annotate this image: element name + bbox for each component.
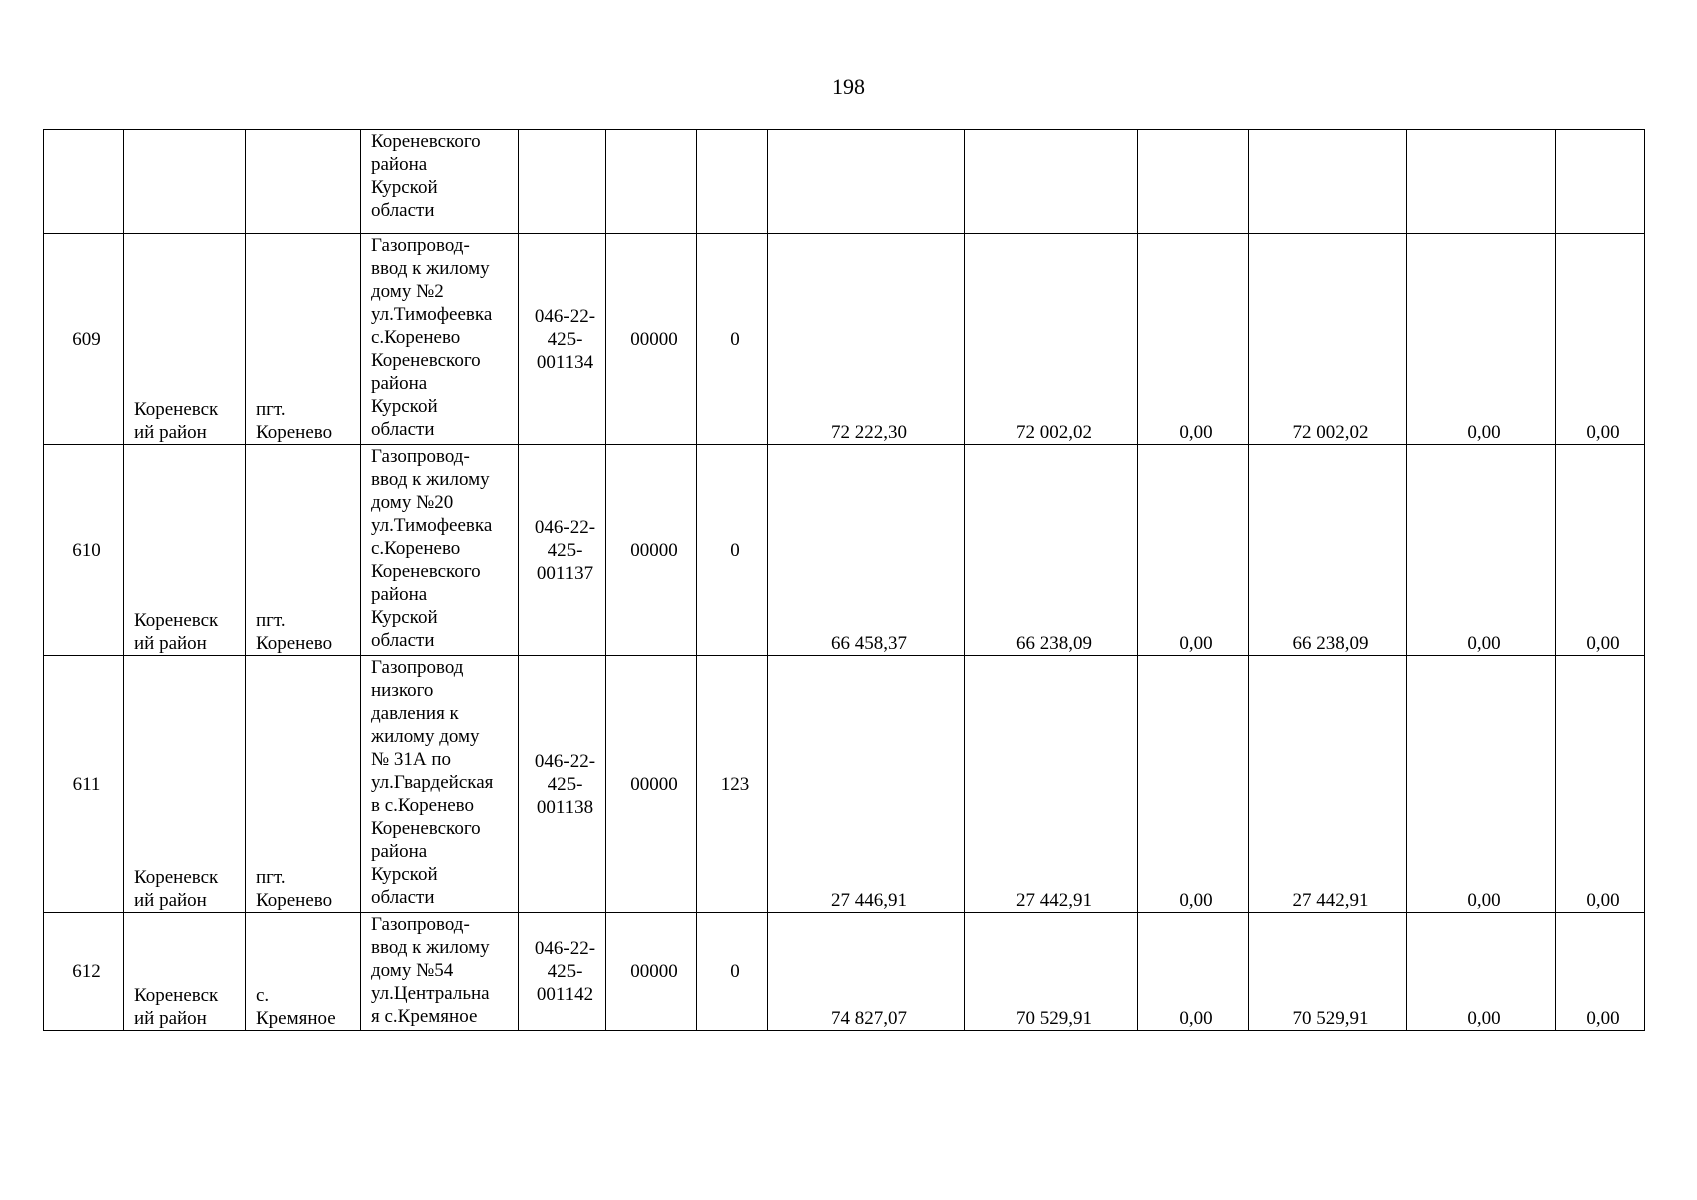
cell-amount-1: 72 222,30 (768, 234, 965, 445)
cell-num: 612 (44, 913, 124, 1031)
cell-district: Кореневск ий район (124, 656, 246, 913)
cell-length: 0 (697, 445, 768, 656)
cell-code: 00000 (606, 234, 697, 445)
cell-amount-2: 27 442,91 (965, 656, 1138, 913)
cell-amount-6: 0,00 (1556, 234, 1645, 445)
cell-amount-1: 66 458,37 (768, 445, 965, 656)
cell-code: 00000 (606, 656, 697, 913)
cell-amount-6 (1556, 130, 1645, 234)
cell-description: Газопровод- ввод к жилому дому №2 ул.Тимофеевка с.Коренево Кореневского района Курской области (361, 234, 519, 445)
cell-amount-4: 72 002,02 (1249, 234, 1407, 445)
cell-length: 123 (697, 656, 768, 913)
cell-description: Газопровод- ввод к жилому дому №54 ул.Центральна я с.Кремяное (361, 913, 519, 1031)
table-row (44, 234, 1645, 445)
cell-amount-2: 72 002,02 (965, 234, 1138, 445)
cell-district: Кореневск ий район (124, 445, 246, 656)
table-row (44, 656, 1645, 913)
cell-district: Кореневск ий район (124, 913, 246, 1031)
cell-amount-3: 0,00 (1138, 913, 1249, 1031)
cell-description: Газопровод- ввод к жилому дому №20 ул.Тимофеевка с.Коренево Кореневского района Курской области (361, 445, 519, 656)
cell-amount-2 (965, 130, 1138, 234)
cell-amount-5: 0,00 (1407, 445, 1556, 656)
cell-length (697, 130, 768, 234)
cell-amount-5: 0,00 (1407, 656, 1556, 913)
cell-length: 0 (697, 913, 768, 1031)
property-table (43, 129, 1645, 1031)
cell-amount-4: 27 442,91 (1249, 656, 1407, 913)
cell-amount-5: 0,00 (1407, 234, 1556, 445)
cell-district (124, 130, 246, 234)
cell-amount-3: 0,00 (1138, 656, 1249, 913)
cell-amount-1: 74 827,07 (768, 913, 965, 1031)
cell-amount-2: 70 529,91 (965, 913, 1138, 1031)
cell-amount-6: 0,00 (1556, 445, 1645, 656)
table-row (44, 913, 1645, 1031)
cell-code: 00000 (606, 913, 697, 1031)
cell-cadastral: 046-22- 425- 001138 (519, 656, 606, 913)
cell-settlement (246, 130, 361, 234)
cell-num: 611 (44, 656, 124, 913)
cell-code: 00000 (606, 445, 697, 656)
cell-cadastral: 046-22- 425- 001137 (519, 445, 606, 656)
cell-code (606, 130, 697, 234)
table-row (44, 445, 1645, 656)
cell-cadastral: 046-22- 425- 001142 (519, 913, 606, 1031)
cell-amount-3: 0,00 (1138, 234, 1249, 445)
cell-num: 610 (44, 445, 124, 656)
cell-amount-3: 0,00 (1138, 445, 1249, 656)
cell-amount-5 (1407, 130, 1556, 234)
page-number: 198 (832, 74, 865, 99)
cell-amount-4: 70 529,91 (1249, 913, 1407, 1031)
cell-settlement: пгт. Коренево (246, 656, 361, 913)
cell-length: 0 (697, 234, 768, 445)
cell-settlement: с. Кремяное (246, 913, 361, 1031)
cell-num: 609 (44, 234, 124, 445)
cell-cadastral: 046-22- 425- 001134 (519, 234, 606, 445)
cell-amount-6: 0,00 (1556, 913, 1645, 1031)
cell-amount-1: 27 446,91 (768, 656, 965, 913)
cell-description: Кореневского района Курской области (361, 130, 519, 234)
cell-num (44, 130, 124, 234)
cell-amount-5: 0,00 (1407, 913, 1556, 1031)
cell-district: Кореневск ий район (124, 234, 246, 445)
cell-amount-6: 0,00 (1556, 656, 1645, 913)
cell-amount-2: 66 238,09 (965, 445, 1138, 656)
cell-amount-4: 66 238,09 (1249, 445, 1407, 656)
cell-amount-1 (768, 130, 965, 234)
cell-amount-4 (1249, 130, 1407, 234)
cell-description: Газопровод низкого давления к жилому дому № 31А по ул.Гвардейская в с.Коренево Кореневского района Курской области (361, 656, 519, 913)
cell-settlement: пгт. Коренево (246, 234, 361, 445)
cell-amount-3 (1138, 130, 1249, 234)
cell-cadastral (519, 130, 606, 234)
table-row-continuation (44, 130, 1645, 234)
cell-settlement: пгт. Коренево (246, 445, 361, 656)
